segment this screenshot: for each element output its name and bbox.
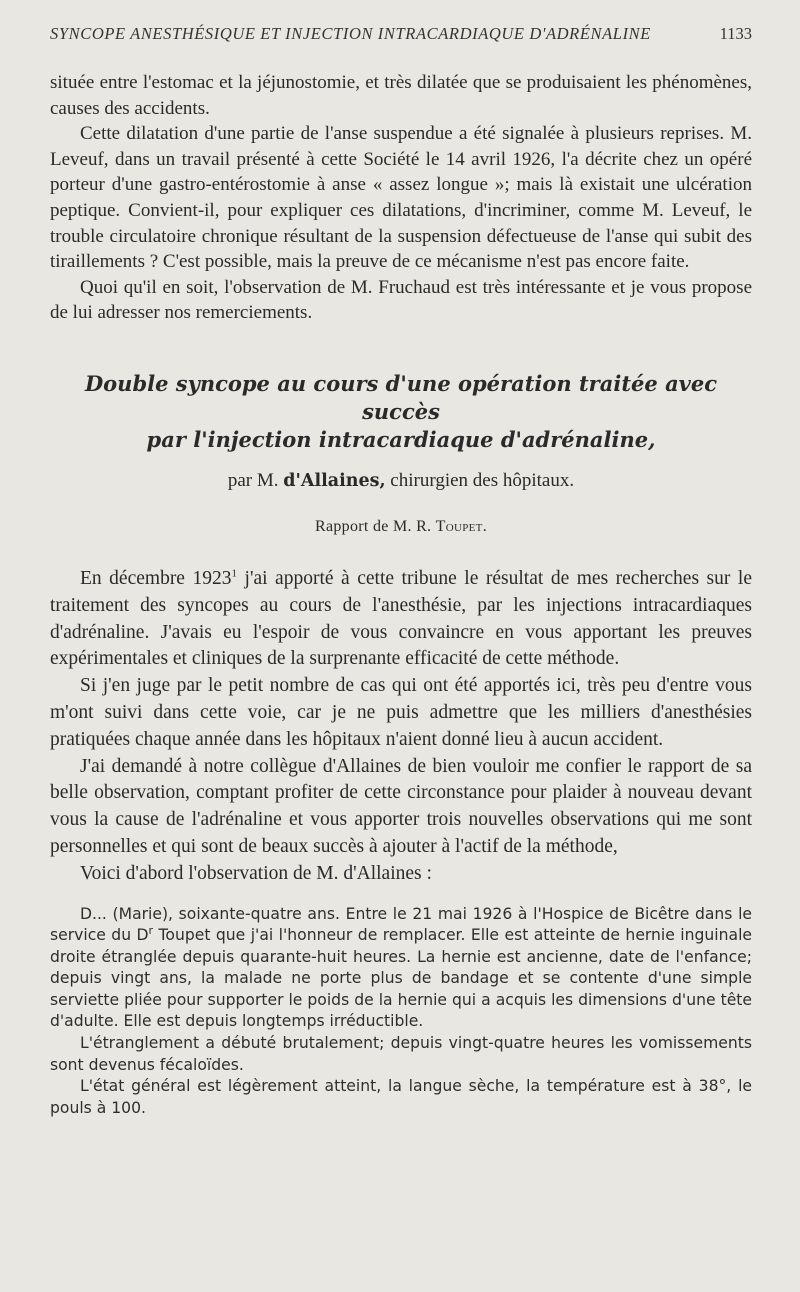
main-paragraph-4: Voici d'abord l'observation de M. d'Allaines : [80, 862, 432, 884]
running-header [50, 24, 752, 64]
article-title-line-1: Double syncope au cours d'une opération traitée avec succès [84, 370, 718, 424]
observation-paragraph-3: L'état général est légèrement atteint, la langue sèche, la température est à 38°, le pouls à 100. [50, 1077, 752, 1117]
intro-paragraph-1: située entre l'estomac et la jéjunostomie, et très dilatée que se produisaient les phénomènes, causes des accidents. [50, 72, 752, 119]
article-title-line-2: par l'injection intracardiaque d'adrénaline, [146, 426, 656, 452]
rapport-prefix: Rapport de M. R. [315, 517, 432, 535]
article-author [50, 470, 752, 492]
observation-paragraph-1-rest: Toupet que j'ai l'honneur de remplacer. Elle est atteinte de hernie inguinale droite étranglée depuis quarante-huit heures. La hernie est ancienne, date de l'enfance; depuis vingt ans, la malade ne porte plus de bandage et se contente d'une simple serviette pliée pour supporter le poids de la hernie qui a acquis les dimensions d'une tête d'adulte. Elle est depuis longtemps irréductible. [50, 926, 752, 1031]
intro-section [50, 70, 752, 326]
main-paragraph-1-rest: j'ai apporté à cette tribune le résultat de mes recherches sur le traitement des syncopes au cours de l'anesthésie, par les injections intracardiaques d'adrénaline. J'avais eu l'espoir de vous convaincre en vous apportant les preuves expérimentales et cliniques de la surprenante efficacité de cette méthode. [50, 567, 752, 670]
doctor-abbrev-sup: r [148, 923, 154, 937]
running-title: SYNCOPE ANESTHÉSIQUE ET INJECTION INTRACARDIAQUE D'ADRÉNALINE [50, 24, 651, 43]
observation-section [50, 904, 752, 1120]
author-name: d'Allaines, [283, 470, 386, 491]
observation-paragraph-2: L'étranglement a débuté brutalement; depuis vingt-quatre heures les vomissements sont devenus fécaloïdes. [50, 1034, 752, 1074]
rapport-line [50, 518, 752, 536]
rapport-name: Toupet. [435, 517, 487, 535]
article-title [50, 370, 752, 454]
author-suffix: chirurgien des hôpitaux. [390, 469, 575, 491]
main-paragraph-3: J'ai demandé à notre collègue d'Allaines de bien vouloir me confier le rapport de sa belle observation, comptant profiter de cette circonstance pour plaider à nouveau devant vous la cause de l'adrénaline et vous apporter trois nouvelles observations qui me sont personnelles et qui sont de beaux succès à ajouter à l'actif de la méthode, [50, 755, 752, 857]
page-number: 1133 [719, 24, 752, 43]
author-prefix: par M. [227, 469, 279, 491]
observation-paragraph-1 [50, 904, 752, 1034]
main-paragraph-1-start: En décembre 1923 [80, 567, 232, 589]
main-paragraph-2: Si j'en juge par le petit nombre de cas qui ont été apportés ici, très peu d'entre vous m'ont suivi dans cette voie, car je ne puis admettre que les milliers d'anesthésies pratiquées chaque année dans les hôpitaux n'aient donné lieu à aucun accident. [50, 675, 752, 750]
footnote-marker: 1 [231, 567, 237, 580]
observation-paragraph-1-start: D... (Marie), soixante-quatre ans. Entre le 21 mai 1926 à l'Hospice de Bicêtre dans le service du D [50, 904, 752, 945]
main-section [50, 566, 752, 888]
intro-paragraph-2: Cette dilatation d'une partie de l'anse suspendue a été signalée à plusieurs reprises. M. Leveuf, dans un travail présenté à cette Société le 14 avril 1926, l'a décrite chez un opéré porteur d'une gastro-entérostomie à anse « assez longue »; mais là existait une ulcération peptique. Convient-il, pour expliquer ces dilatations, d'incriminer, comme M. Leveuf, le trouble circulatoire chronique résultant de la suspension défectueuse de l'anse qui subit des tiraillements ? C'est possible, mais la preuve de ce mécanisme n'est pas encore faite. [50, 123, 752, 273]
intro-paragraph-3: Quoi qu'il en soit, l'observation de M. Fruchaud est très intéressante et je vous propose de lui adresser nos remerciements. [50, 276, 752, 324]
main-paragraph-1 [50, 566, 752, 673]
